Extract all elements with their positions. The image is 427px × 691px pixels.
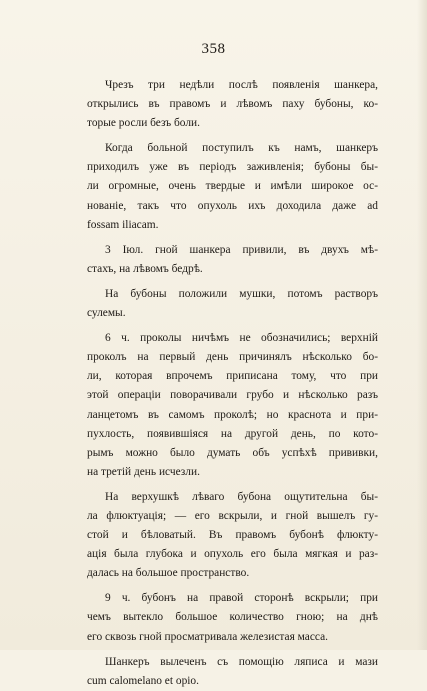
text-line: ла флюктуація; — его вскрыли, и гной вышелъ гу-	[87, 509, 378, 522]
paragraph-5	[87, 329, 378, 482]
text-line: нованіе, такъ что опухоль ихъ доходила даже ad	[87, 199, 378, 212]
paragraph-7	[87, 589, 378, 646]
paragraph-2	[87, 139, 378, 234]
text-line: ланцетомъ въ самомъ проколѣ; но краснота и при-	[87, 408, 378, 421]
text-line: рымъ можно было думать объ успѣхѣ прививки,	[87, 446, 378, 459]
text-line: далась на большое пространство.	[87, 567, 250, 580]
text-line: cum calomelano et opio.	[87, 674, 199, 687]
text-line: fossam iliacam.	[87, 218, 159, 231]
text-line: 9 ч. бубонъ на правой сторонѣ вскрыли; при	[105, 592, 378, 605]
text-line: торые росли безъ боли.	[87, 117, 200, 130]
text-line: этой операціи поворачивали грубо и нѣсколько разъ	[87, 389, 378, 402]
text-line: ли, которая впрочемъ приписана тому, что при	[87, 370, 378, 383]
text-line: стой и бѣловатый. Въ правомъ бубонѣ флюкту-	[87, 529, 378, 542]
text-line: открылись въ правомъ и лѣвомъ паху бубоны, ко-	[87, 98, 378, 111]
page-edge-shadow	[417, 0, 427, 650]
text-line: сулемы.	[87, 307, 126, 320]
paragraph-8	[87, 653, 378, 691]
text-line: его сквозь гной просматривала железистая масса.	[87, 630, 329, 643]
text-line: на третій день исчезли.	[87, 465, 200, 478]
text-line: Шанкеръ вылеченъ съ помощію ляписа и мази	[105, 655, 378, 668]
text-line: На верхушкѣ лѣваго бубона ощутительна бы-	[105, 490, 378, 503]
text-line: 6 ч. проколы ничѣмъ не обозначились; верхній	[105, 332, 378, 345]
body-text	[87, 76, 378, 691]
text-line: ація была глубока и опухоль его была мягкая и раз-	[87, 548, 378, 561]
paragraph-1	[87, 76, 378, 133]
text-line: приходилъ уже въ періодъ заживленія; бубоны бы-	[87, 161, 378, 174]
paragraph-3	[87, 241, 378, 279]
text-line: проколъ на первый день причинялъ нѣсколько бо-	[87, 351, 378, 364]
paragraph-6	[87, 488, 378, 583]
text-line: 3 Іюл. гной шанкера привили, въ двухъ мѣ-	[105, 243, 378, 256]
text-line: чемъ вытекло большое количество гною; на днѣ	[87, 611, 378, 624]
text-line: Когда больной поступилъ къ намъ, шанкеръ	[105, 142, 378, 155]
text-line: пухлость, появившіяся на другой день, по кото-	[87, 427, 378, 440]
text-line: ли огромные, очень твердые и имѣли широкое ос-	[87, 180, 378, 193]
text-line: стахъ, на лѣвомъ бедрѣ.	[87, 262, 203, 275]
page-number: 358	[201, 41, 226, 57]
text-line: Чрезъ три недѣли послѣ появленія шанкера,	[105, 79, 378, 91]
text-line: На бубоны положили мушки, потомъ растворъ	[105, 287, 378, 300]
paragraph-4	[87, 285, 378, 323]
